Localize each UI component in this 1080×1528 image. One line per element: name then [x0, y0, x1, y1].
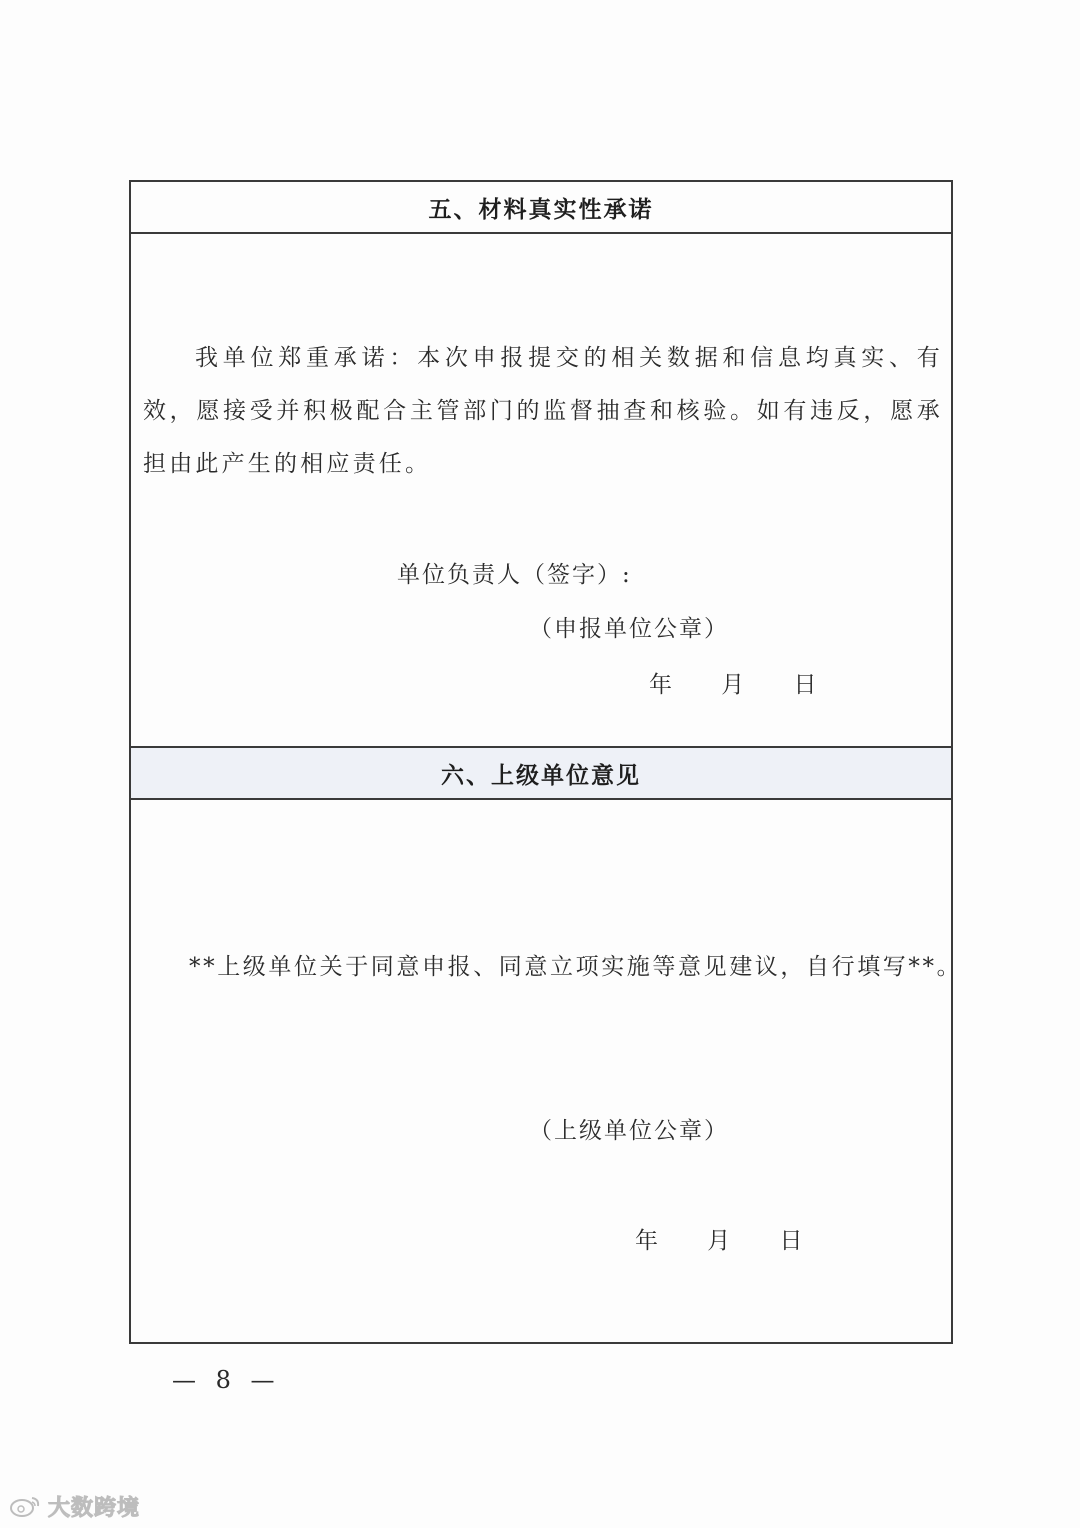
watermark [8, 1490, 140, 1522]
section6-date: 年 月 日 [635, 1228, 807, 1254]
weibo-logo-icon [8, 1494, 42, 1518]
signature-label: 单位负责人（签字）: [397, 562, 632, 588]
page-number: — 8 — [172, 1366, 281, 1394]
section6-title: 六、上级单位意见 [131, 746, 951, 800]
superior-seal-label: （上级单位公章） [529, 1118, 729, 1144]
watermark-text: 大数跨境 [48, 1495, 141, 1521]
promise-statement: 我单位郑重承诺：本次申报提交的相关数据和信息均真实、有效，愿接受并积极配合主管部门的监督抽查和核验。如有违反，愿承担由此产生的相应责任。 [143, 345, 943, 477]
superior-opinion-text: **上级单位关于同意申报、同意立项实施等意见建议，自行填写**。 [189, 954, 963, 980]
section5-title: 五、材料真实性承诺 [131, 182, 951, 234]
section5-date: 年 月 日 [649, 672, 821, 698]
applicant-seal-label: （申报单位公章） [529, 616, 729, 642]
form-table [129, 180, 963, 1344]
